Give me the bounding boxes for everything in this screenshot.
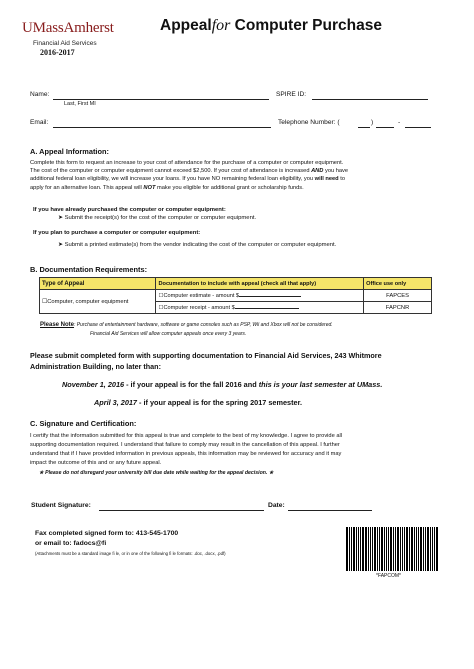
phone-dash: - bbox=[398, 119, 401, 126]
barcode-bar bbox=[368, 527, 369, 571]
barcode-bar bbox=[400, 527, 401, 571]
page-title bbox=[160, 17, 382, 35]
section-c-heading: C. Signature and Certification: bbox=[30, 419, 137, 428]
warning-line bbox=[39, 470, 273, 476]
deadline-fall-tail: this is your last semester at UMass. bbox=[258, 380, 383, 389]
barcode-bar bbox=[409, 527, 410, 571]
p1-part-b: The cost of the computer or computer equipment cannot exceed $2,500. If your cost of attendance is increased bbox=[30, 168, 312, 175]
barcode-bar bbox=[372, 527, 373, 571]
table-header-row bbox=[40, 278, 432, 290]
deadline-spring-tail: - if your appeal is for the spring 2017 semester. bbox=[137, 398, 303, 407]
barcode-bar bbox=[430, 527, 431, 571]
p1-part-e: to bbox=[338, 176, 345, 183]
plan-purchase-heading: If you plan to purchase a computer or computer equipment: bbox=[33, 230, 201, 236]
barcode-bar bbox=[393, 527, 394, 571]
phone-label: Telephone Number: ( bbox=[278, 119, 340, 126]
phone-line-field[interactable] bbox=[405, 127, 431, 128]
name-hint: Last, First MI bbox=[64, 101, 96, 107]
title-for: for bbox=[211, 17, 231, 34]
phone-prefix-field[interactable] bbox=[376, 127, 394, 128]
code-fapcnr: FAPCNR bbox=[364, 302, 432, 314]
barcode-bar bbox=[349, 527, 350, 571]
barcode-bar bbox=[360, 527, 361, 571]
plan-purchase-text: Submit a printed estimate(s) from the vendor indicating the cost of the computer or computer equipment. bbox=[64, 242, 337, 248]
barcode-bar bbox=[381, 527, 383, 571]
checkbox-computer-equipment[interactable]: ☐ bbox=[42, 298, 48, 305]
code-fapces: FAPCES bbox=[364, 290, 432, 302]
table-row bbox=[40, 290, 432, 302]
certification-paragraph bbox=[30, 432, 342, 468]
warning-text: Please do not disregard your university bill due date while waiting for the appeal decision. bbox=[45, 470, 268, 476]
note-text-1: : Purchase of entertainment hardware, software or game consoles such as PSP, Wii and Xbox will not be considered. bbox=[74, 322, 333, 328]
email-label: Email: bbox=[30, 119, 49, 126]
barcode-bar bbox=[353, 527, 355, 571]
barcode-bar bbox=[416, 527, 417, 571]
attachment-note: (Attachments must be a standard image fi le, or in one of the following fi le formats: .doc, .docx, .pdf) bbox=[35, 551, 226, 556]
barcode-bar bbox=[356, 527, 357, 571]
warning-star-icon-2: ★ bbox=[268, 470, 274, 476]
date-label: Date: bbox=[268, 502, 285, 509]
fax-instruction: Fax completed signed form to: 413-545-1700 bbox=[35, 530, 179, 537]
checkbox-receipt[interactable]: ☐ bbox=[158, 304, 164, 311]
barcode-bar bbox=[386, 527, 387, 571]
option-receipt-cell bbox=[156, 302, 364, 314]
logo-subtitle: Financial Aid Services bbox=[33, 40, 97, 47]
email-field[interactable] bbox=[53, 127, 271, 128]
already-purchased-text: Submit the receipt(s) for the cost of the computer or computer equipment. bbox=[64, 215, 257, 221]
deadline-spring bbox=[94, 398, 302, 407]
receipt-amount-field[interactable] bbox=[235, 308, 299, 309]
email-instruction: or email to: fadocs@fi bbox=[35, 540, 107, 547]
barcode-bar bbox=[358, 527, 359, 571]
barcode-bar bbox=[377, 527, 378, 571]
section-b-heading: B. Documentation Requirements: bbox=[30, 265, 148, 274]
barcode-bar bbox=[351, 527, 352, 571]
barcode-bar bbox=[384, 527, 385, 571]
logo-umass: UMass bbox=[22, 20, 64, 36]
option-receipt-label: Computer receipt - amount $ bbox=[163, 304, 235, 311]
title-appeal: Appeal bbox=[160, 17, 212, 34]
barcode-bar bbox=[397, 527, 399, 571]
barcode-bar bbox=[404, 527, 405, 571]
barcode-bar bbox=[414, 527, 415, 571]
submit-line-1: Please submit completed form with supporting documentation to Financial Aid Services, 243 Whitmore bbox=[30, 351, 382, 360]
warning-star-icon: ★ bbox=[39, 470, 44, 476]
deadline-spring-date: April 3, 2017 bbox=[94, 398, 137, 407]
barcode-bar bbox=[388, 527, 389, 571]
estimate-amount-field[interactable] bbox=[239, 296, 301, 297]
barcode-bar bbox=[390, 527, 392, 571]
p1-will-need: will need bbox=[314, 176, 339, 183]
signature-field[interactable] bbox=[99, 510, 264, 511]
cert-line-4: impact the outcome of this and or any future appeal. bbox=[30, 459, 162, 466]
barcode-bar bbox=[402, 527, 403, 571]
already-purchased-item bbox=[58, 215, 256, 221]
note-text-2: Financial Aid Services will allow computer appeals once every 3 years. bbox=[90, 331, 247, 337]
p1-and: AND bbox=[311, 168, 324, 175]
deadline-fall-date: November 1, 2016 bbox=[62, 380, 125, 389]
p1-part-a: Complete this form to request an increase to your cost of attendance for the purchase of a computer or computer equipment. bbox=[30, 160, 344, 166]
p1-part-g: make you eligible for additional grant or scholarship funds. bbox=[155, 184, 304, 191]
barcode-bar bbox=[436, 527, 438, 571]
spire-id-field[interactable] bbox=[312, 99, 428, 100]
p1-part-f: apply for an alternative loan. This appeal will bbox=[30, 184, 144, 191]
barcode-bar bbox=[346, 527, 348, 571]
option-estimate-label: Computer estimate - amount $ bbox=[163, 292, 240, 299]
barcode-bar bbox=[411, 527, 413, 571]
barcode-bar bbox=[423, 527, 424, 571]
p1-part-d: additional federal loan eligibility, we will increase your loans. If you have NO remaining federal loan eligibility, you bbox=[30, 176, 315, 183]
documentation-table bbox=[39, 277, 432, 314]
p1-part-c: you have bbox=[323, 168, 349, 175]
barcode-bar bbox=[420, 527, 422, 571]
arrow-bullet-icon: ➤ bbox=[58, 215, 63, 221]
barcode-bar bbox=[362, 527, 364, 571]
date-field[interactable] bbox=[288, 510, 372, 511]
phone-paren: ) bbox=[371, 119, 374, 126]
deadline-fall bbox=[62, 380, 382, 389]
col-documentation: Documentation to include with appeal (check all that apply) bbox=[156, 278, 364, 290]
signature-label: Student Signature: bbox=[31, 502, 91, 509]
academic-year: 2016-2017 bbox=[40, 48, 75, 57]
section-a-heading: A. Appeal Information: bbox=[30, 147, 109, 156]
barcode-bar bbox=[395, 527, 396, 571]
barcode-bar bbox=[365, 527, 367, 571]
plan-purchase-item bbox=[58, 242, 336, 248]
barcode-bar bbox=[432, 527, 433, 571]
title-computer-purchase: Computer Purchase bbox=[234, 17, 382, 34]
col-office-use: Office use only bbox=[364, 278, 432, 290]
logo-amherst: Amherst bbox=[63, 20, 114, 36]
barcode-bar bbox=[379, 527, 380, 571]
arrow-bullet-icon: ➤ bbox=[58, 242, 63, 248]
barcode-bar bbox=[370, 527, 371, 571]
please-note bbox=[40, 322, 333, 328]
note-label: Please Note bbox=[40, 322, 75, 328]
barcode-label: *FAPCOM* bbox=[376, 573, 402, 579]
name-field[interactable] bbox=[53, 99, 269, 100]
cert-line-2: supporting documentation required. I understand that failure to comply may result in the cancellation of this appeal. I further bbox=[30, 441, 340, 448]
barcode-bar bbox=[418, 527, 419, 571]
barcode-bar bbox=[427, 527, 429, 571]
barcode-bar bbox=[406, 527, 408, 571]
already-purchased-heading: If you have already purchased the computer or computer equipment: bbox=[33, 207, 226, 213]
phone-area-field[interactable] bbox=[358, 127, 370, 128]
spire-label: SPIRE ID: bbox=[276, 91, 307, 98]
cert-line-3: understand that if I have provided information in previous appeals, this information may be reviewed for accuracy and it may bbox=[30, 450, 342, 457]
barcode-bar bbox=[434, 527, 435, 571]
checkbox-estimate[interactable]: ☐ bbox=[158, 292, 164, 299]
row-type-cell bbox=[40, 290, 156, 314]
col-type-of-appeal: Type of Appeal bbox=[40, 278, 156, 290]
logo-wordmark bbox=[22, 20, 114, 37]
option-estimate-cell bbox=[156, 290, 364, 302]
barcode-bar bbox=[374, 527, 376, 571]
p1-not: NOT bbox=[143, 184, 156, 191]
submit-line-2: Administration Building, no later than: bbox=[30, 362, 161, 371]
name-label: Name: bbox=[30, 91, 50, 98]
row-type-label: Computer, computer equipment bbox=[47, 298, 129, 305]
barcode-bar bbox=[425, 527, 426, 571]
deadline-fall-mid: - if your appeal is for the fall 2016 and bbox=[124, 380, 259, 389]
cert-line-1: I certify that the information submitted for this appeal is true and complete to the best of my knowledge. I agree to provide all bbox=[30, 433, 343, 439]
barcode bbox=[346, 527, 439, 571]
appeal-info-paragraph bbox=[30, 159, 450, 192]
